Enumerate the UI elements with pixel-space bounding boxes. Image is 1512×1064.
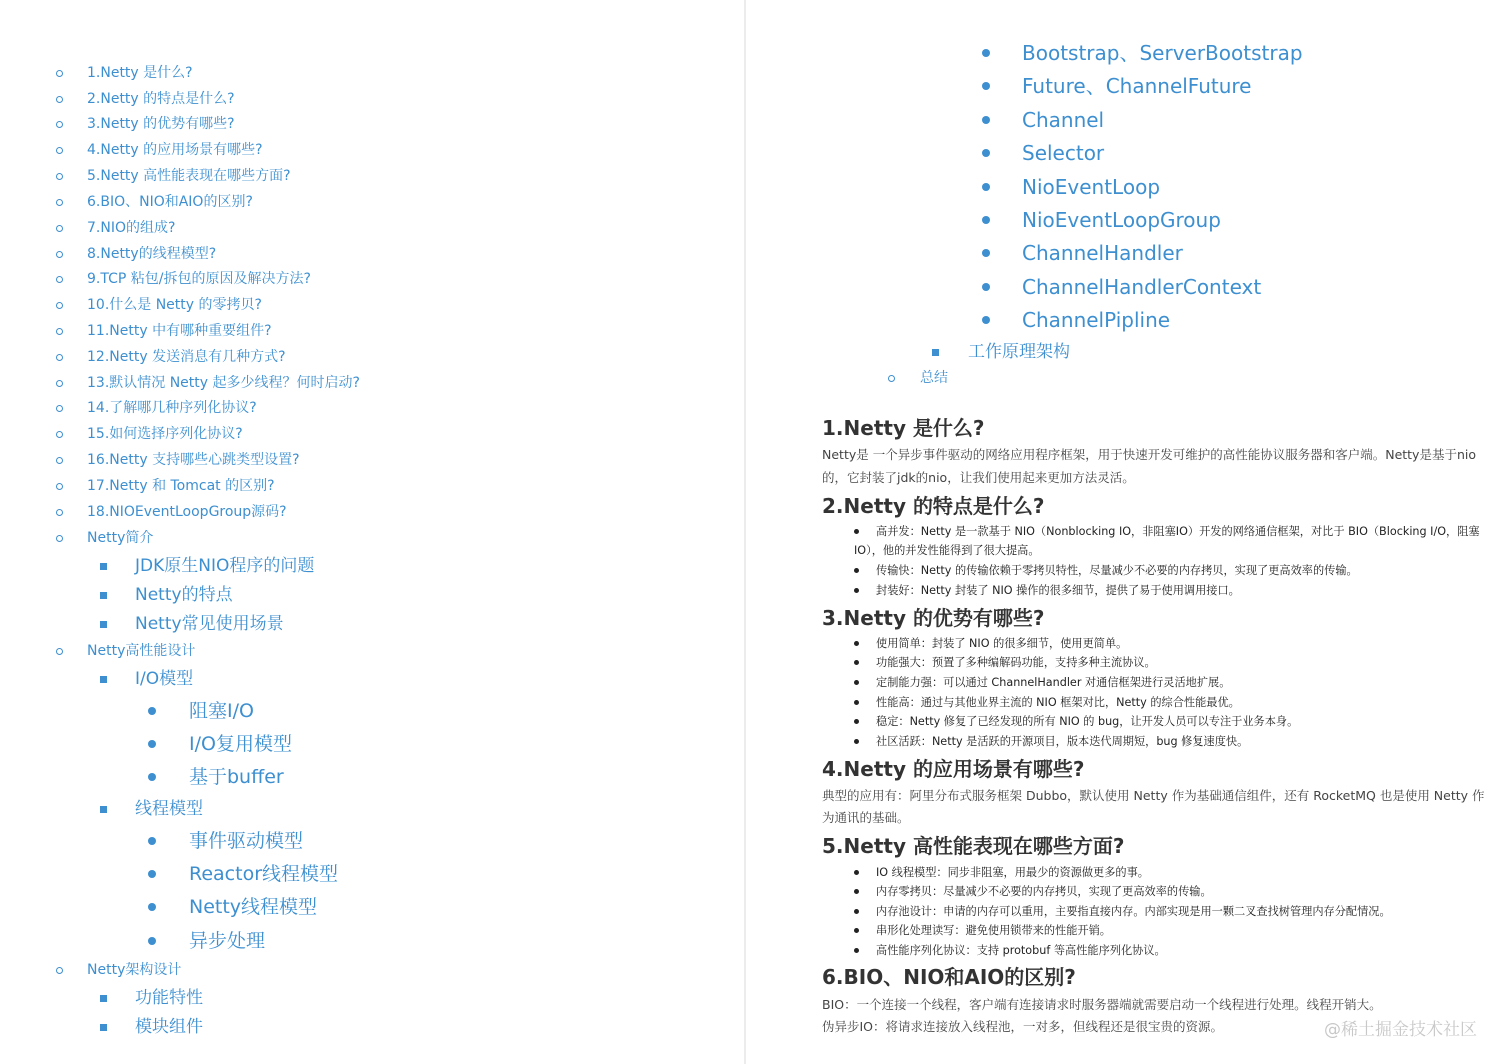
- section-heading: 3.Netty 的优势有哪些?: [822, 606, 1045, 630]
- disc-bullet-icon: [982, 149, 990, 157]
- toc-subsubitem[interactable]: [148, 928, 265, 954]
- toc-link[interactable]: ChannelHandler: [1022, 241, 1183, 265]
- toc-subsubitem[interactable]: [148, 764, 284, 790]
- toc-link[interactable]: NioEventLoop: [1022, 175, 1161, 199]
- toc-item[interactable]: [56, 373, 360, 393]
- toc-link[interactable]: 15.如何选择序列化协议?: [87, 426, 243, 442]
- toc-subsubitem[interactable]: [148, 731, 292, 757]
- toc-link[interactable]: 模块组件: [135, 1017, 203, 1037]
- toc-item-perf[interactable]: [56, 641, 195, 661]
- section-heading: 1.Netty 是什么?: [822, 416, 985, 440]
- circle-bullet-icon: [56, 147, 63, 154]
- toc-item[interactable]: [56, 192, 253, 212]
- list-item: 使用简单：封装了 NIO 的很多细节，使用更简单。: [876, 637, 1128, 650]
- toc-link[interactable]: 9.TCP 粘包/拆包的原因及解决方法?: [87, 271, 311, 287]
- circle-bullet-icon: [56, 121, 63, 128]
- toc-item[interactable]: [56, 244, 216, 264]
- toc-item[interactable]: [56, 424, 243, 444]
- toc-link[interactable]: 12.Netty 发送消息有几种方式?: [87, 349, 286, 365]
- toc-link[interactable]: Bootstrap、ServerBootstrap: [1022, 41, 1303, 65]
- list-item: 性能高：通过与其他业界主流的 NIO 框架对比，Netty 的综合性能最优。: [876, 696, 1240, 709]
- circle-bullet-icon: [56, 302, 63, 309]
- toc-link[interactable]: ChannelPipline: [1022, 308, 1171, 332]
- toc-link[interactable]: Netty的特点: [135, 585, 233, 605]
- toc-link[interactable]: Selector: [1022, 141, 1105, 165]
- toc-item[interactable]: [56, 218, 175, 238]
- circle-bullet-icon: [56, 173, 63, 180]
- toc-link[interactable]: 总结: [920, 370, 948, 386]
- square-bullet-icon: [100, 676, 107, 683]
- circle-bullet-icon: [56, 380, 63, 387]
- toc-link[interactable]: 17.Netty 和 Tomcat 的区别?: [87, 478, 275, 494]
- list-bullet-icon: [854, 948, 859, 953]
- list-item: 内存零拷贝：尽量减少不必要的内存拷贝，实现了更高效率的传输。: [876, 885, 1212, 898]
- list-bullet-icon: [854, 588, 859, 593]
- circle-bullet-icon: [56, 535, 63, 542]
- paragraph-line: Netty是 一个异步事件驱动的网络应用程序框架，用于快速开发可维护的高性能协议服务器和客户端。Netty是基于nio: [822, 447, 1476, 462]
- list-bullet-icon: [854, 700, 859, 705]
- list-item: IO 线程模型：同步非阻塞，用最少的资源做更多的事。: [876, 866, 1149, 879]
- paragraph-line: 典型的应用有：阿里分布式服务框架 Dubbo，默认使用 Netty 作为基础通信组件，还有 RocketMQ 也是使用 Netty 作: [822, 788, 1485, 803]
- list-item: 封装好：Netty 封装了 NIO 操作的很多细节，提供了易于使用调用接口。: [876, 584, 1240, 597]
- toc-link[interactable]: Netty常见使用场景: [135, 614, 284, 634]
- list-bullet-icon: [854, 928, 859, 933]
- toc-item[interactable]: [56, 502, 287, 522]
- circle-bullet-icon: [56, 354, 63, 361]
- toc-subitem[interactable]: [100, 667, 193, 691]
- toc-link[interactable]: ChannelHandlerContext: [1022, 275, 1262, 299]
- disc-bullet-icon: [982, 183, 990, 191]
- disc-bullet-icon: [982, 49, 990, 57]
- list-item: 稳定：Netty 修复了已经发现的所有 NIO 的 bug，让开发人员可以专注于业务本身。: [876, 715, 1299, 728]
- toc-component-item[interactable]: [982, 106, 1104, 134]
- square-bullet-icon: [932, 349, 939, 356]
- list-bullet-icon: [854, 660, 859, 665]
- toc-subsubitem[interactable]: [148, 698, 254, 724]
- circle-bullet-icon: [56, 199, 63, 206]
- watermark: @稀土掘金技术社区: [1324, 1020, 1477, 1040]
- toc-subitem[interactable]: [100, 583, 233, 607]
- list-item-continuation: IO），他的并发性能得到了很大提高。: [854, 544, 1040, 557]
- disc-bullet-icon: [982, 316, 990, 324]
- circle-bullet-icon: [56, 967, 63, 974]
- toc-link[interactable]: 14.了解哪几种序列化协议?: [87, 400, 257, 416]
- circle-bullet-icon: [56, 328, 63, 335]
- toc-link[interactable]: I/O模型: [135, 669, 194, 689]
- toc-link[interactable]: 18.NIOEventLoopGroup源码?: [87, 504, 287, 520]
- disc-bullet-icon: [148, 937, 156, 945]
- toc-item[interactable]: [56, 347, 286, 367]
- toc-link[interactable]: Netty高性能设计: [87, 643, 196, 659]
- disc-bullet-icon: [148, 707, 156, 715]
- toc-component-item[interactable]: [982, 239, 1183, 267]
- toc-subitem[interactable]: [100, 612, 284, 636]
- disc-bullet-icon: [148, 903, 156, 911]
- toc-subitem-principle[interactable]: [932, 340, 1070, 364]
- circle-bullet-icon: [56, 96, 63, 103]
- toc-component-item[interactable]: [982, 139, 1104, 167]
- list-item: 功能强大：预置了多种编解码功能，支持多种主流协议。: [876, 656, 1156, 669]
- toc-subitem[interactable]: [100, 986, 203, 1010]
- square-bullet-icon: [100, 592, 107, 599]
- disc-bullet-icon: [148, 837, 156, 845]
- toc-subitem[interactable]: [100, 1015, 203, 1039]
- circle-bullet-icon: [56, 251, 63, 258]
- paragraph-line: 的，它封装了jdk的nio，让我们使用起来更加方法灵活。: [822, 470, 1135, 485]
- toc-link[interactable]: Future、ChannelFuture: [1022, 74, 1252, 98]
- toc-subitem[interactable]: [100, 797, 203, 821]
- toc-link[interactable]: 7.NIO的组成?: [87, 220, 176, 236]
- toc-item[interactable]: [56, 476, 275, 496]
- toc-subsubitem[interactable]: [148, 828, 303, 854]
- toc-item[interactable]: [56, 450, 300, 470]
- toc-link[interactable]: 基于buffer: [189, 766, 284, 788]
- circle-bullet-icon: [56, 483, 63, 490]
- list-bullet-icon: [854, 641, 859, 646]
- toc-link[interactable]: 工作原理架构: [968, 342, 1070, 362]
- list-item: 传输快：Netty 的传输依赖于零拷贝特性，尽量减少不必要的内存拷贝，实现了更高效率的传输。: [876, 564, 1358, 577]
- list-item: 社区活跃：Netty 是活跃的开源项目，版本迭代周期短，bug 修复速度快。: [876, 735, 1249, 748]
- disc-bullet-icon: [982, 82, 990, 90]
- square-bullet-icon: [100, 621, 107, 628]
- paragraph-line: BIO：一个连接一个线程，客户端有连接请求时服务器端就需要启动一个线程进行处理。线程开销大。: [822, 997, 1382, 1012]
- circle-bullet-icon: [56, 70, 63, 77]
- toc-link[interactable]: NioEventLoopGroup: [1022, 208, 1221, 232]
- toc-link[interactable]: 阻塞I/O: [189, 700, 254, 722]
- toc-component-item[interactable]: [982, 39, 1303, 67]
- toc-subsubitem[interactable]: [148, 861, 338, 887]
- toc-link[interactable]: 3.Netty 的优势有哪些?: [87, 116, 235, 132]
- toc-link[interactable]: 11.Netty 中有哪种重要组件?: [87, 323, 272, 339]
- square-bullet-icon: [100, 563, 107, 570]
- section-heading: 5.Netty 高性能表现在哪些方面?: [822, 834, 1125, 858]
- list-bullet-icon: [854, 568, 859, 573]
- toc-link[interactable]: Netty线程模型: [189, 896, 318, 918]
- list-item: 内存池设计：申请的内存可以重用，主要指直接内存。内部实现是用一颗二叉查找树管理内存分配情况。: [876, 905, 1391, 918]
- toc-subsubitem[interactable]: [148, 894, 317, 920]
- list-item: 高并发：Netty 是一款基于 NIO（Nonblocking IO，非阻塞IO）开发的网络通信框架，对比于 BIO（Blocking I/O，阻塞: [876, 525, 1480, 538]
- toc-component-item[interactable]: [982, 273, 1261, 301]
- toc-item[interactable]: [56, 398, 257, 418]
- list-bullet-icon: [854, 870, 859, 875]
- toc-link[interactable]: Channel: [1022, 108, 1105, 132]
- circle-bullet-icon: [56, 276, 63, 283]
- toc-link[interactable]: 2.Netty 的特点是什么?: [87, 91, 235, 107]
- square-bullet-icon: [100, 1024, 107, 1031]
- square-bullet-icon: [100, 806, 107, 813]
- disc-bullet-icon: [982, 249, 990, 257]
- toc-link[interactable]: JDK原生NIO程序的问题: [135, 556, 315, 576]
- list-item: 高性能序列化协议：支持 protobuf 等高性能序列化协议。: [876, 944, 1166, 957]
- circle-bullet-icon: [56, 225, 63, 232]
- disc-bullet-icon: [982, 216, 990, 224]
- toc-link[interactable]: 16.Netty 支持哪些心跳类型设置?: [87, 452, 300, 468]
- toc-link[interactable]: 8.Netty的线程模型?: [87, 246, 217, 262]
- toc-item[interactable]: [56, 295, 262, 315]
- list-item: 串形化处理读写：避免使用锁带来的性能开销。: [876, 924, 1111, 937]
- toc-link[interactable]: Reactor线程模型: [189, 863, 339, 885]
- list-item: 定制能力强：可以通过 ChannelHandler 对通信框架进行灵活地扩展。: [876, 676, 1231, 689]
- toc-subitem[interactable]: [100, 554, 314, 578]
- toc-item-intro[interactable]: [56, 528, 153, 548]
- circle-bullet-icon: [888, 375, 895, 382]
- toc-link[interactable]: 4.Netty 的应用场景有哪些?: [87, 142, 263, 158]
- paragraph-line: 为通讯的基础。: [822, 810, 910, 825]
- toc-item[interactable]: [56, 321, 272, 341]
- list-bullet-icon: [854, 889, 859, 894]
- toc-component-item[interactable]: [982, 72, 1252, 100]
- toc-item[interactable]: [56, 269, 311, 289]
- toc-item[interactable]: [56, 89, 235, 109]
- list-bullet-icon: [854, 529, 859, 534]
- toc-component-item[interactable]: [982, 173, 1160, 201]
- toc-link[interactable]: 事件驱动模型: [189, 830, 304, 852]
- list-bullet-icon: [854, 739, 859, 744]
- toc-component-item[interactable]: [982, 306, 1170, 334]
- toc-item[interactable]: [56, 63, 193, 83]
- toc-item-summary[interactable]: [888, 368, 948, 388]
- list-bullet-icon: [854, 680, 859, 685]
- toc-link[interactable]: 线程模型: [135, 799, 203, 819]
- circle-bullet-icon: [56, 509, 63, 516]
- toc-link[interactable]: 5.Netty 高性能表现在哪些方面?: [87, 168, 291, 184]
- list-bullet-icon: [854, 909, 859, 914]
- list-bullet-icon: [854, 719, 859, 724]
- toc-link[interactable]: Netty简介: [87, 530, 154, 546]
- toc-link[interactable]: 6.BIO、NIO和AIO的区别?: [87, 194, 253, 210]
- circle-bullet-icon: [56, 431, 63, 438]
- section-heading: 6.BIO、NIO和AIO的区别?: [822, 965, 1076, 989]
- section-heading: 4.Netty 的应用场景有哪些?: [822, 757, 1085, 781]
- disc-bullet-icon: [148, 740, 156, 748]
- circle-bullet-icon: [56, 405, 63, 412]
- paragraph-line: 伪异步IO：将请求连接放入线程池，一对多，但线程还是很宝贵的资源。: [822, 1019, 1224, 1034]
- toc-link[interactable]: I/O复用模型: [189, 733, 292, 755]
- toc-link[interactable]: 功能特性: [135, 988, 203, 1008]
- circle-bullet-icon: [56, 457, 63, 464]
- square-bullet-icon: [100, 995, 107, 1002]
- toc-link[interactable]: 13.默认情况 Netty 起多少线程？何时启动?: [87, 375, 360, 391]
- toc-link[interactable]: 1.Netty 是什么?: [87, 65, 193, 81]
- section-heading: 2.Netty 的特点是什么?: [822, 494, 1045, 518]
- toc-item[interactable]: [56, 140, 263, 160]
- toc-item-arch[interactable]: [56, 960, 181, 980]
- toc-item[interactable]: [56, 166, 291, 186]
- disc-bullet-icon: [982, 116, 990, 124]
- disc-bullet-icon: [148, 870, 156, 878]
- disc-bullet-icon: [982, 283, 990, 291]
- disc-bullet-icon: [148, 773, 156, 781]
- toc-component-item[interactable]: [982, 206, 1221, 234]
- circle-bullet-icon: [56, 648, 63, 655]
- toc-item[interactable]: [56, 114, 235, 134]
- toc-link[interactable]: 异步处理: [189, 930, 266, 952]
- toc-link[interactable]: Netty架构设计: [87, 962, 182, 978]
- toc-link[interactable]: 10.什么是 Netty 的零拷贝?: [87, 297, 262, 313]
